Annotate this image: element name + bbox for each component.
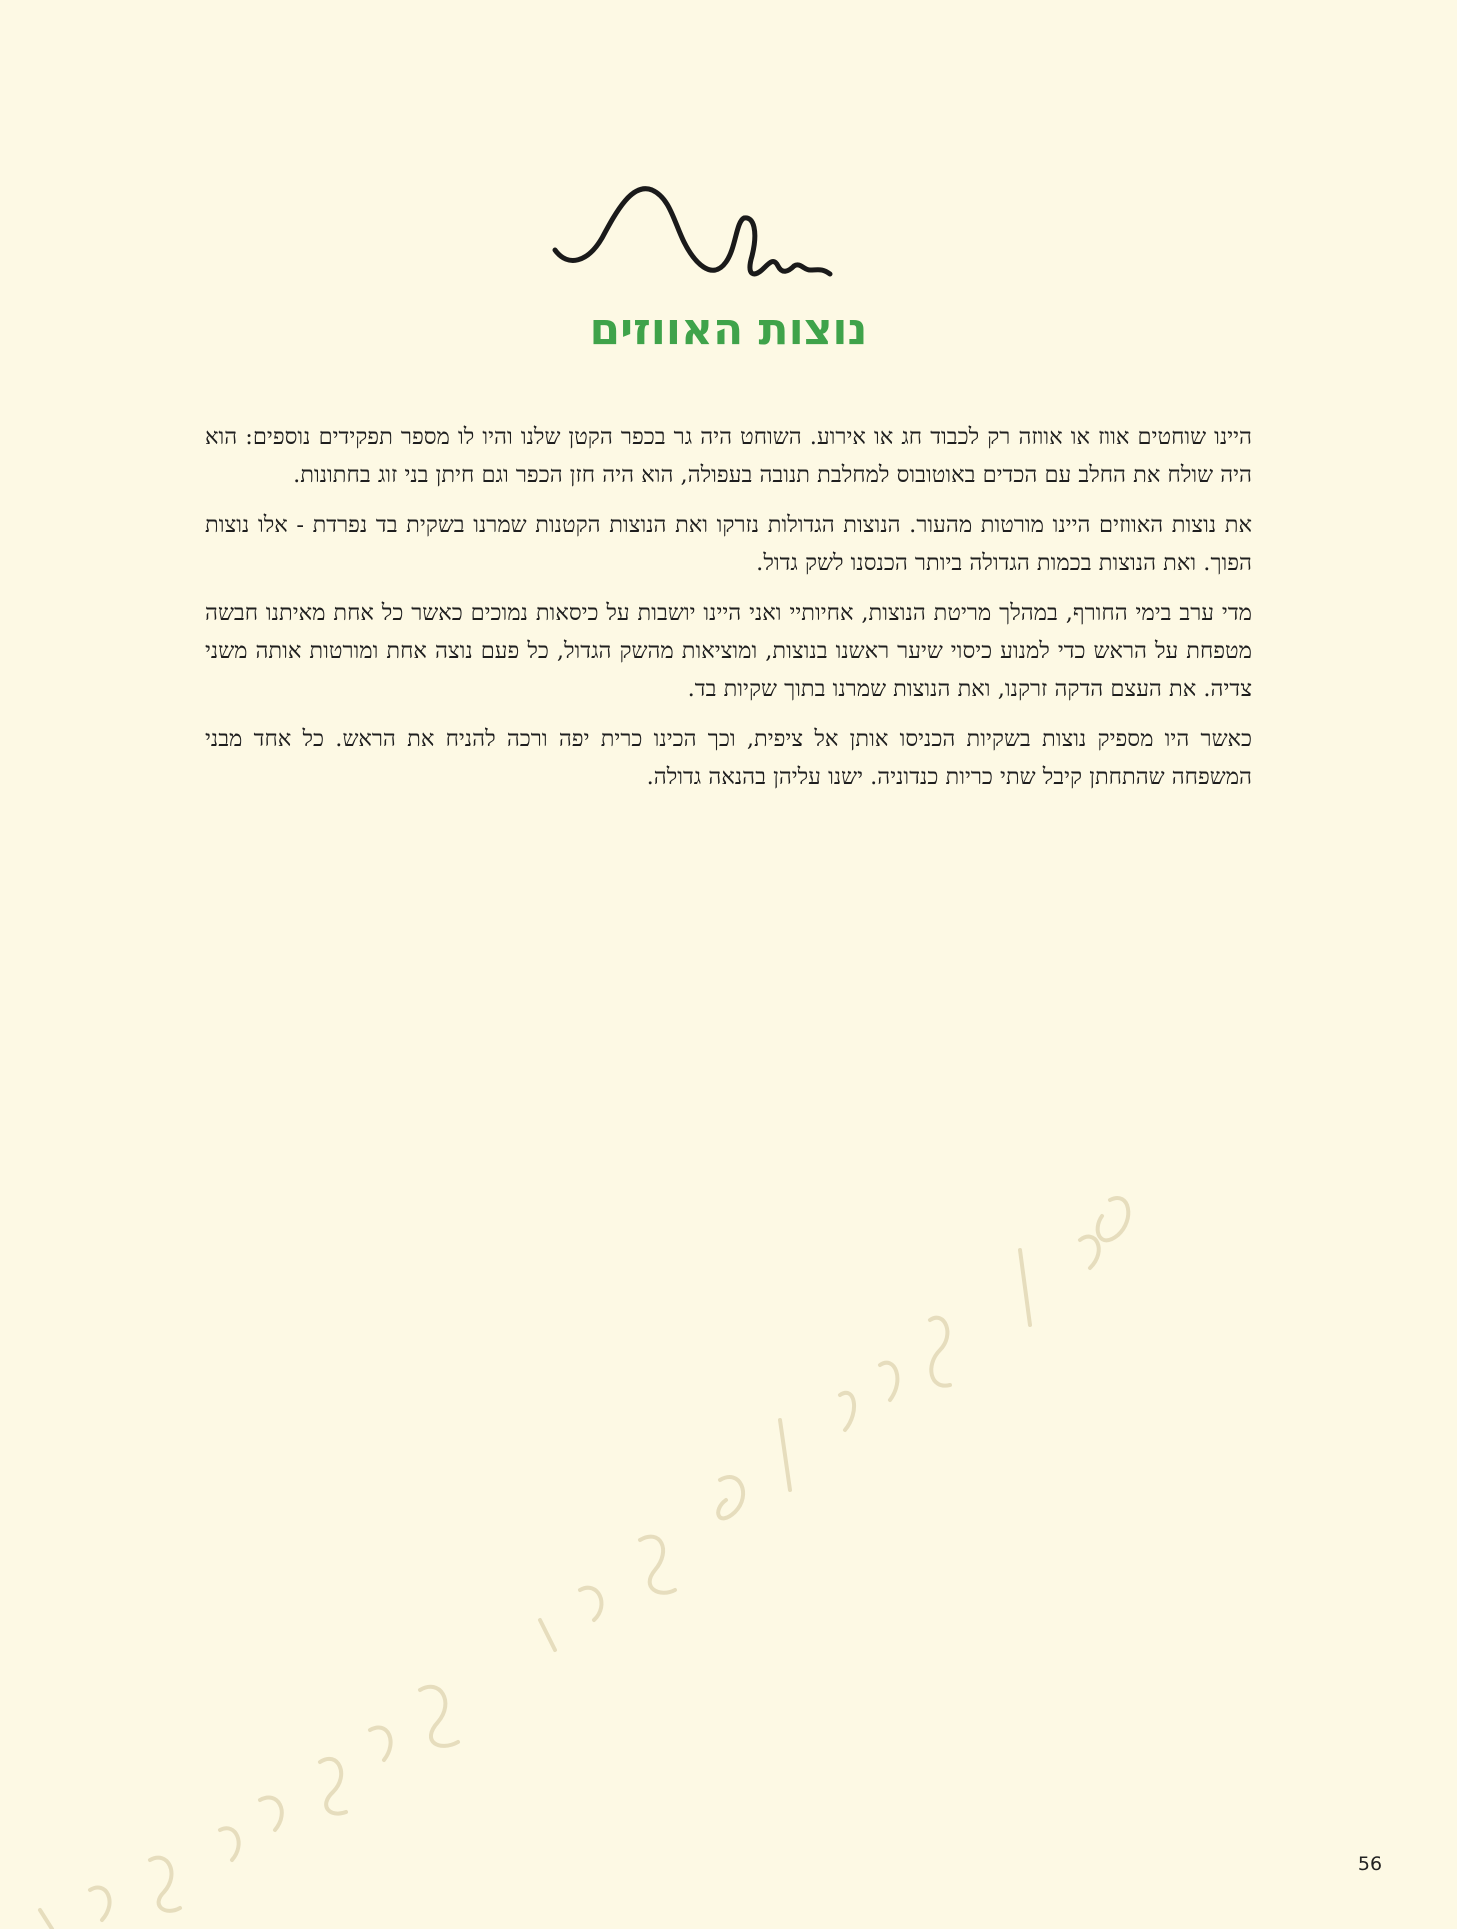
- page-number: 56: [1357, 1853, 1383, 1875]
- handwritten-watermark: [0, 1150, 1200, 1929]
- paragraph-3: מדי ערב בימי החורף, במהלך מריטת הנוצות, אחיותיי ואני היינו יושבות על כיסאות נמוכים כאשר כל אחת מאיתנו חבשה מטפחת על הראש כדי למנוע כיסוי שיער ראשנו בנוצות, ומוציאות מהשק הגדול, כל פעם נוצה אחת ומורטות אותה משני צדיה. את העצם הדקה זרקנו, ואת הנוצות שמרנו בתוך שקיות בד.: [205, 600, 1252, 702]
- paragraph-2: את נוצות האווזים היינו מורטות מהעור. הנוצות הגדולות נזרקו ואת הנוצות הקטנות שמרנו בשקית בד נפרדת - אלו נוצות הפוך. ואת הנוצות בכמות הגדולה ביותר הכנסנו לשק גדול.: [205, 512, 1252, 576]
- paragraph-4: כאשר היו מספיק נוצות בשקיות הכניסו אותן אל ציפית, וכך הכינו כרית יפה ורכה להניח את הראש. כל אחד מבני המשפחה שהתחתן קיבל שתי כריות כנדוניה. ישנו עליהן בהנאה גדולה.: [205, 726, 1252, 790]
- article-body: [205, 418, 1252, 808]
- page-title: נוצות האווזים: [589, 304, 868, 355]
- paragraph-1: היינו שוחטים אווז או אווזה רק לכבוד חג או אירוע. השוחט היה גר בכפר הקטן שלנו והיו לו מספר תפקידים נוספים: הוא היה שולח את החלב עם הכדים באוטובוס למחלבת תנובה בעפולה, הוא היה חזן הכפר וגם חיתן בני זוג בחתונות.: [205, 424, 1252, 488]
- river-line-icon: [540, 170, 880, 300]
